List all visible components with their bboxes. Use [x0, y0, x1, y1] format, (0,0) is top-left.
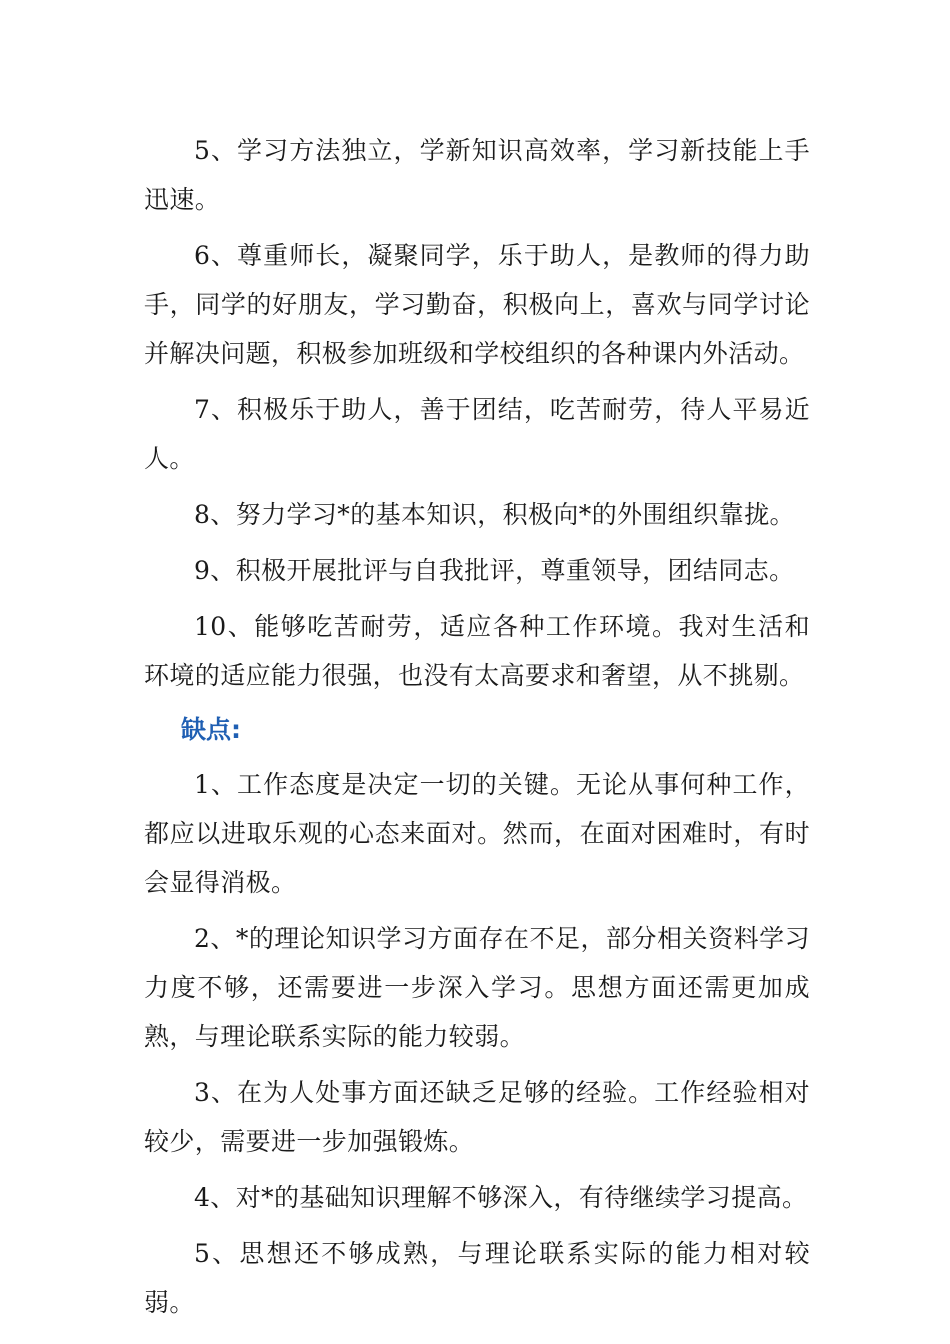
weakness-item-1: 1、工作态度是决定一切的关键。无论从事何种工作，都应以进取乐观的心态来面对。然而，在面对困难时，有时会显得消极。 — [144, 770, 810, 897]
document-body — [144, 126, 810, 1334]
strength-item-8: 8、努力学习*的基本知识，积极向*的外围组织靠拢。 — [194, 500, 795, 529]
weakness-item-4: 4、对*的基础知识理解不够深入，有待继续学习提高。 — [194, 1183, 808, 1212]
weakness-item-2: 2、*的理论知识学习方面存在不足，部分相关资料学习力度不够，还需要进一步深入学习。思想方面还需更加成熟，与理论联系实际的能力较弱。 — [144, 924, 810, 1051]
strength-item-9: 9、积极开展批评与自我批评，尊重领导，团结同志。 — [194, 556, 795, 585]
weakness-item-5: 5、思想还不够成熟，与理论联系实际的能力相对较弱。 — [144, 1239, 810, 1317]
strength-item-6: 6、尊重师长，凝聚同学，乐于助人，是教师的得力助手，同学的好朋友，学习勤奋，积极向上，喜欢与同学讨论并解决问题，积极参加班级和学校组织的各种课内外活动。 — [144, 241, 810, 368]
strength-item-7: 7、积极乐于助人，善于团结，吃苦耐劳，待人平易近人。 — [144, 395, 810, 473]
strength-item-10: 10、能够吃苦耐劳，适应各种工作环境。我对生活和环境的适应能力很强，也没有太高要求和奢望，从不挑剔。 — [144, 612, 810, 690]
weaknesses-heading: 缺点: — [181, 715, 241, 744]
weakness-item-3: 3、在为人处事方面还缺乏足够的经验。工作经验相对较少，需要进一步加强锻炼。 — [144, 1078, 810, 1156]
strength-item-5: 5、学习方法独立，学新知识高效率，学习新技能上手迅速。 — [144, 136, 810, 214]
